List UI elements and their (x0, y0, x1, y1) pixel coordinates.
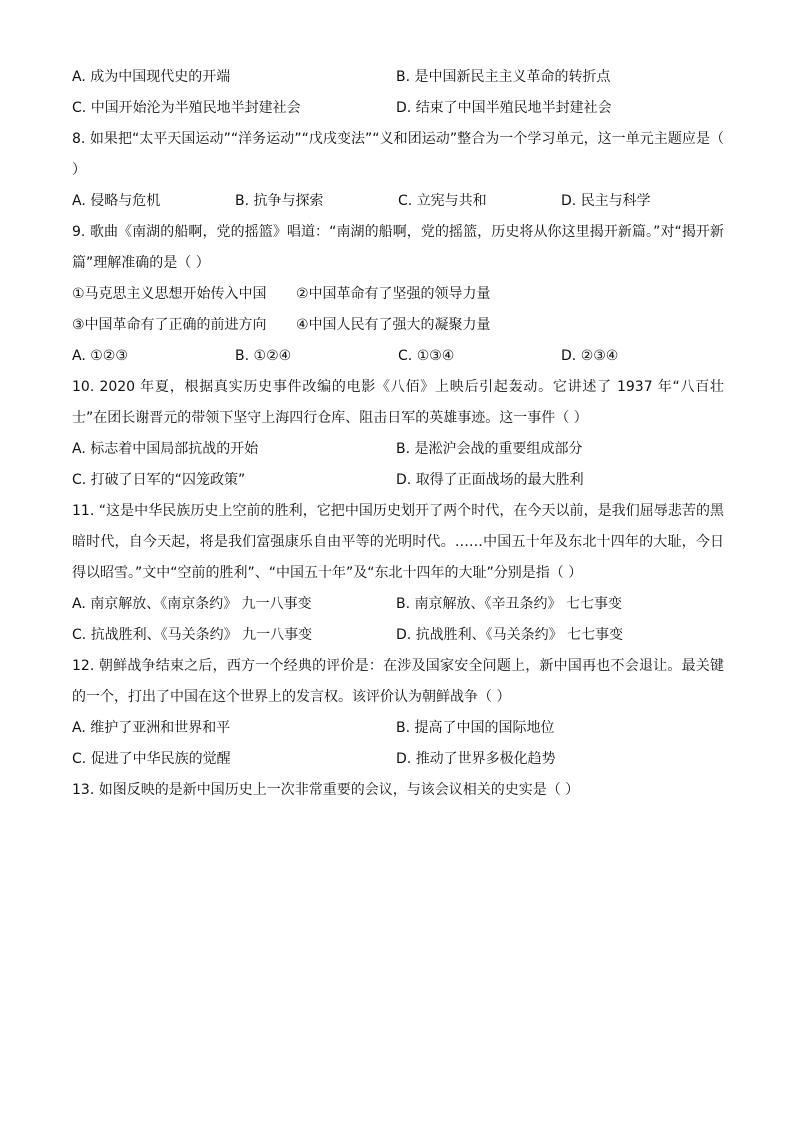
statement-1: ①马克思主义思想开始传入中国 (72, 286, 267, 302)
option-row (72, 62, 724, 93)
question-12-stem: 12. 朝鲜战争结束之后，西方一个经典的评价是：在涉及国家安全问题上，新中国再也不会退让。最关键的一个，打出了中国在这个世界上的发言权。该评价认为朝鲜战争（ ） (72, 658, 724, 705)
question-7-options (72, 62, 724, 124)
option-c: C. 中国开始沦为半殖民地半封建社会 (72, 100, 301, 116)
option-c: C. ①③④ (398, 348, 455, 364)
statement-3: ③中国革命有了正确的前进方向 (72, 317, 267, 333)
option-row (72, 341, 724, 372)
question-11 (72, 496, 724, 651)
option-b: B. ①②④ (235, 348, 292, 364)
option-a: A. 维护了亚洲和世界和平 (72, 720, 231, 736)
question-8-stem: 8. 如果把“太平天国运动”“洋务运动”“戊戌变法”“义和团运动”整合为一个学习单元，这一单元主题应是（ ） (72, 131, 724, 178)
question-11-stem: 11. “这是中华民族历史上空前的胜利，它把中国历史划开了两个时代，在今天以前，是我们屈辱悲苦的黑暗时代，自今天起，将是我们富强康乐自由平等的光明时代。……中国五十年及东北十四年的大耻，今日得以昭雪。”文中“空前的胜利”、“中国五十年”及“东北十四年的大耻”分别是指（ ） (72, 503, 724, 581)
option-a: A. 成为中国现代史的开端 (72, 69, 231, 85)
statement-row (72, 310, 724, 341)
option-row (72, 713, 724, 744)
option-row (72, 620, 724, 651)
question-9 (72, 217, 724, 372)
option-b: B. 南京解放、《辛丑条约》 七七事变 (396, 596, 622, 612)
option-a: A. 南京解放、《南京条约》 九一八事变 (72, 596, 312, 612)
option-c: C. 打破了日军的“囚笼政策” (72, 472, 246, 488)
question-9-stem: 9. 歌曲《南湖的船啊，党的摇篮》唱道：“南湖的船啊，党的摇篮，历史将从你这里揭开新篇。”对“揭开新篇”理解准确的是（ ） (72, 224, 724, 271)
option-b: B. 是淞沪会战的重要组成部分 (396, 441, 583, 457)
option-c: C. 立宪与共和 (398, 193, 487, 209)
option-d: D. 结束了中国半殖民地半封建社会 (396, 100, 612, 116)
question-8 (72, 124, 724, 217)
question-13 (72, 775, 724, 806)
option-a: A. 标志着中国局部抗战的开始 (72, 441, 259, 457)
option-d: D. 民主与科学 (561, 193, 651, 209)
question-13-stem: 13. 如图反映的是新中国历史上一次非常重要的会议，与该会议相关的史实是（ ） (72, 782, 580, 798)
statement-row (72, 279, 724, 310)
option-b: B. 是中国新民主主义革命的转折点 (396, 69, 611, 85)
option-row (72, 434, 724, 465)
question-10-stem: 10. 2020 年夏，根据真实历史事件改编的电影《八佰》上映后引起轰动。它讲述了 1937 年“八百壮士”在团长谢晋元的带领下坚守上海四行仓库、阻击日军的英雄事迹。这一事件（ ） (72, 379, 724, 426)
option-c: C. 促进了中华民族的觉醒 (72, 751, 231, 767)
option-a: A. 侵略与危机 (72, 193, 161, 209)
option-b: B. 提高了中国的国际地位 (396, 720, 555, 736)
question-10 (72, 372, 724, 496)
option-row (72, 744, 724, 775)
option-a: A. ①②③ (72, 348, 128, 364)
option-row (72, 465, 724, 496)
option-b: B. 抗争与探索 (235, 193, 324, 209)
option-row (72, 186, 724, 217)
question-12 (72, 651, 724, 775)
statement-2: ②中国革命有了坚强的领导力量 (296, 286, 491, 302)
option-row (72, 589, 724, 620)
option-row (72, 93, 724, 124)
option-d: D. ②③④ (561, 348, 619, 364)
option-d: D. 取得了正面战场的最大胜利 (396, 472, 584, 488)
option-d: D. 推动了世界多极化趋势 (396, 751, 556, 767)
statement-4: ④中国人民有了强大的凝聚力量 (296, 317, 491, 333)
option-c: C. 抗战胜利、《马关条约》 九一八事变 (72, 627, 313, 643)
option-d: D. 抗战胜利、《马关条约》 七七事变 (396, 627, 624, 643)
